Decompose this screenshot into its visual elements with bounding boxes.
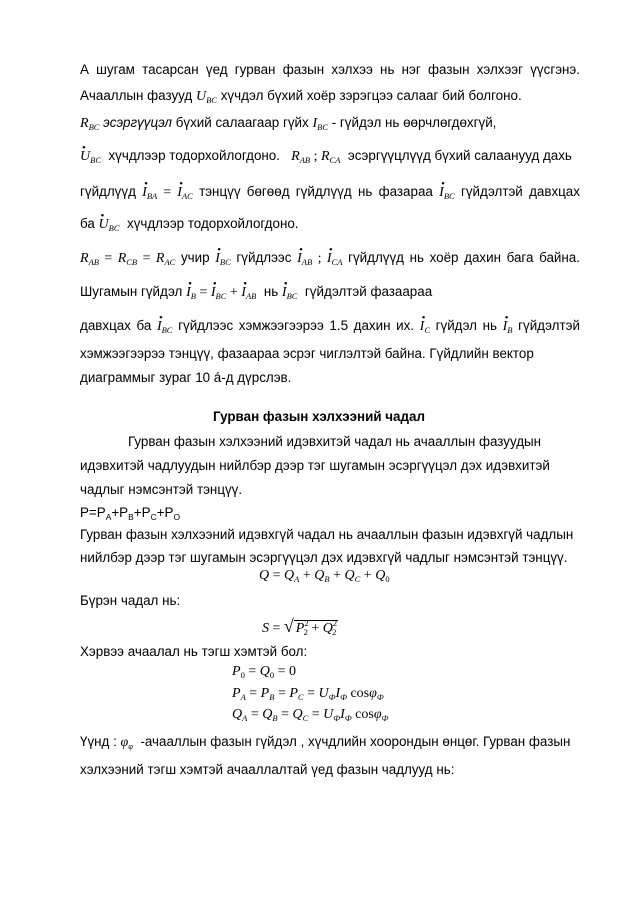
math-u-bc-dot: • $U_{BC}$ bbox=[99, 217, 120, 236]
text-segment: гүйдлээс bbox=[236, 250, 292, 265]
text-segment: тэнцүү бөгөөд гүйдлүүд нь фазараа bbox=[199, 184, 433, 199]
text-line-3 bbox=[80, 115, 580, 135]
para-line-9 bbox=[80, 734, 580, 754]
para-line-1: Гурван фазын хэлхээний идэвхитэй чадал нь ачааллын фазуудын bbox=[128, 434, 542, 449]
text-segment: гүйдэлтэй давхцах bbox=[460, 184, 580, 199]
math-i-bc: $I_{BC}$ bbox=[312, 116, 328, 132]
para-line-7: Бүрэн чадал нь: bbox=[80, 593, 181, 608]
math-i-bc-dot: • $I_{BC}$ bbox=[157, 319, 173, 338]
reactive-power-equation: $Q = Q_A + Q_B + Q_C + Q_0$ bbox=[259, 568, 390, 584]
symmetric-eq-2: $P_A = P_B = P_C = U_ФI_Ф$ cosφ$_Ф$ bbox=[232, 686, 384, 702]
text-line-5 bbox=[80, 184, 580, 204]
math-phi: $\varphi_\varphi$ bbox=[120, 735, 133, 751]
text-line-1: А шугам тасарсан үед гурван фазын хэлхээ нь нэг фазын хэлхээг үүсгэнэ. bbox=[80, 62, 580, 77]
math-i-bc-dot: • $I_{BC}$ bbox=[215, 251, 231, 270]
para-line-10: хэлхээний тэгш хэмтэй ачааллалтай үед фазын чадлууд нь: bbox=[80, 762, 455, 777]
text-line-6 bbox=[80, 216, 580, 236]
text-line-11: диаграммыг зураг 10 á-д дүрслэв. bbox=[80, 370, 292, 385]
text-segment: гүйдлүүд нь хоёр дахин бага байна. bbox=[348, 250, 580, 265]
text-line-9 bbox=[80, 318, 580, 338]
text-segment: гүйдэл нь bbox=[435, 318, 497, 333]
math-r-ab-r-ca: $R_{AB}$ ; $R_{CA}$ bbox=[291, 149, 341, 165]
math-u-bc: $U_{BC}$ bbox=[195, 89, 217, 105]
text-segment: Ачааллын фазууд bbox=[80, 88, 193, 103]
text-segment: Үүнд : bbox=[80, 734, 117, 749]
math-i-ab-i-ca: • $I_{AB}$ ; • $I_{CA}$ bbox=[297, 251, 342, 266]
para-line-2: идэвхитэй чадлуудын нийлбэр дээр тэг шугамын эсэргүүцэл дэх идэвхитэй bbox=[80, 458, 550, 473]
math-i-bc-dot: • $I_{BC}$ bbox=[282, 285, 298, 304]
text-line-2 bbox=[80, 88, 580, 108]
text-segment: гүйдэлтэй bbox=[518, 318, 580, 333]
text-segment: хүчдлээр тодорхойлогдоно. bbox=[108, 148, 280, 163]
math-i-c-dot: • $I_C$ bbox=[420, 319, 430, 338]
text-segment: гүйдлээс хэмжээгээрээ 1.5 дахин их. bbox=[178, 318, 415, 333]
text-segment: Шугамын гүйдэл bbox=[80, 284, 183, 299]
math-u-bc-dot: • $U_{BC}$ bbox=[80, 149, 101, 168]
math-r-equality: $R_{AB} = R_{CB} = R_{AC}$ bbox=[80, 251, 176, 267]
power-sum-formula: $P=P_A+P_B+P_C+P_O$ bbox=[80, 505, 181, 522]
math-i-b-dot: • $I_B$ bbox=[503, 319, 513, 338]
para-line-5: Гурван фазын хэлхээний идэвхгүй чадал нь ачааллын фазын идэвхгүй чадлын bbox=[80, 527, 574, 542]
para-line-8: Хэрвээ ачаалал нь тэгш хэмтэй бол: bbox=[80, 644, 308, 659]
text-segment: -ачааллын фазын гүйдэл , хүчдлийн хоорондын өнцөг. Гурван фазын bbox=[140, 734, 571, 749]
text-segment: - гүйдэл нь өөрчлөгдөхгүй, bbox=[331, 115, 497, 130]
symmetric-eq-1: $P_0 = Q_0 = 0$ bbox=[232, 664, 296, 680]
text-line-4 bbox=[80, 148, 580, 168]
text-segment: хүчдлээр тодорхойлогдоно. bbox=[127, 216, 299, 231]
para-line-6: нийлбэр дээр тэг шугамын эсэргүүцэл дэх идэвхгүй чадлыг нэмсэнтэй тэнцүү. bbox=[80, 550, 568, 565]
para-line-3: чадлыг нэмсэнтэй тэнцүү. bbox=[80, 482, 243, 497]
text-line-10: хэмжээгээрээ тэнцүү, фазаараа эсрэг чиглэлтэй байна. Гүйдлийн вектор bbox=[80, 346, 534, 361]
text-segment: хүчдэл бүхий хоёр зэрэгцээ салааг бий болгоно. bbox=[220, 88, 522, 103]
text-segment: гүйдэлтэй фазаараа bbox=[304, 284, 433, 299]
text-line-7 bbox=[80, 250, 580, 270]
text-segment: эсэргүүцэл bbox=[103, 115, 172, 130]
text-segment: учир bbox=[180, 250, 210, 265]
section-title: Гурван фазын хэлхээний чадал bbox=[213, 409, 425, 424]
math-i-ba-eq-i-ac: • $I_{BA}$ = • $I_{AC}$ bbox=[142, 185, 193, 200]
text-segment: нь bbox=[263, 284, 279, 299]
math-i-bc-dot: • $I_{BC}$ bbox=[439, 185, 455, 204]
text-segment: давхцах ба bbox=[80, 318, 152, 333]
math-r-bc: $R_{BC}$ bbox=[80, 116, 100, 132]
text-segment: эсэргүүцлүүд бүхий салаанууд дахь bbox=[347, 148, 572, 163]
text-segment: ба bbox=[80, 216, 95, 231]
text-line-8 bbox=[80, 284, 580, 304]
math-i-b-sum: • $I_B$ = • $I_{BC}$ + • $I_{AB}$ bbox=[186, 285, 256, 300]
apparent-power-equation: S = √ $P^2_2 + Q^2_2$ bbox=[262, 616, 338, 637]
text-segment: гүйдлүүд bbox=[80, 184, 136, 199]
text-segment: бүхий салаагаар гүйх bbox=[175, 115, 309, 130]
symmetric-eq-3: $Q_A = Q_B = Q_C = U_ФI_Ф$ cosφ$_Ф$ bbox=[232, 707, 389, 723]
